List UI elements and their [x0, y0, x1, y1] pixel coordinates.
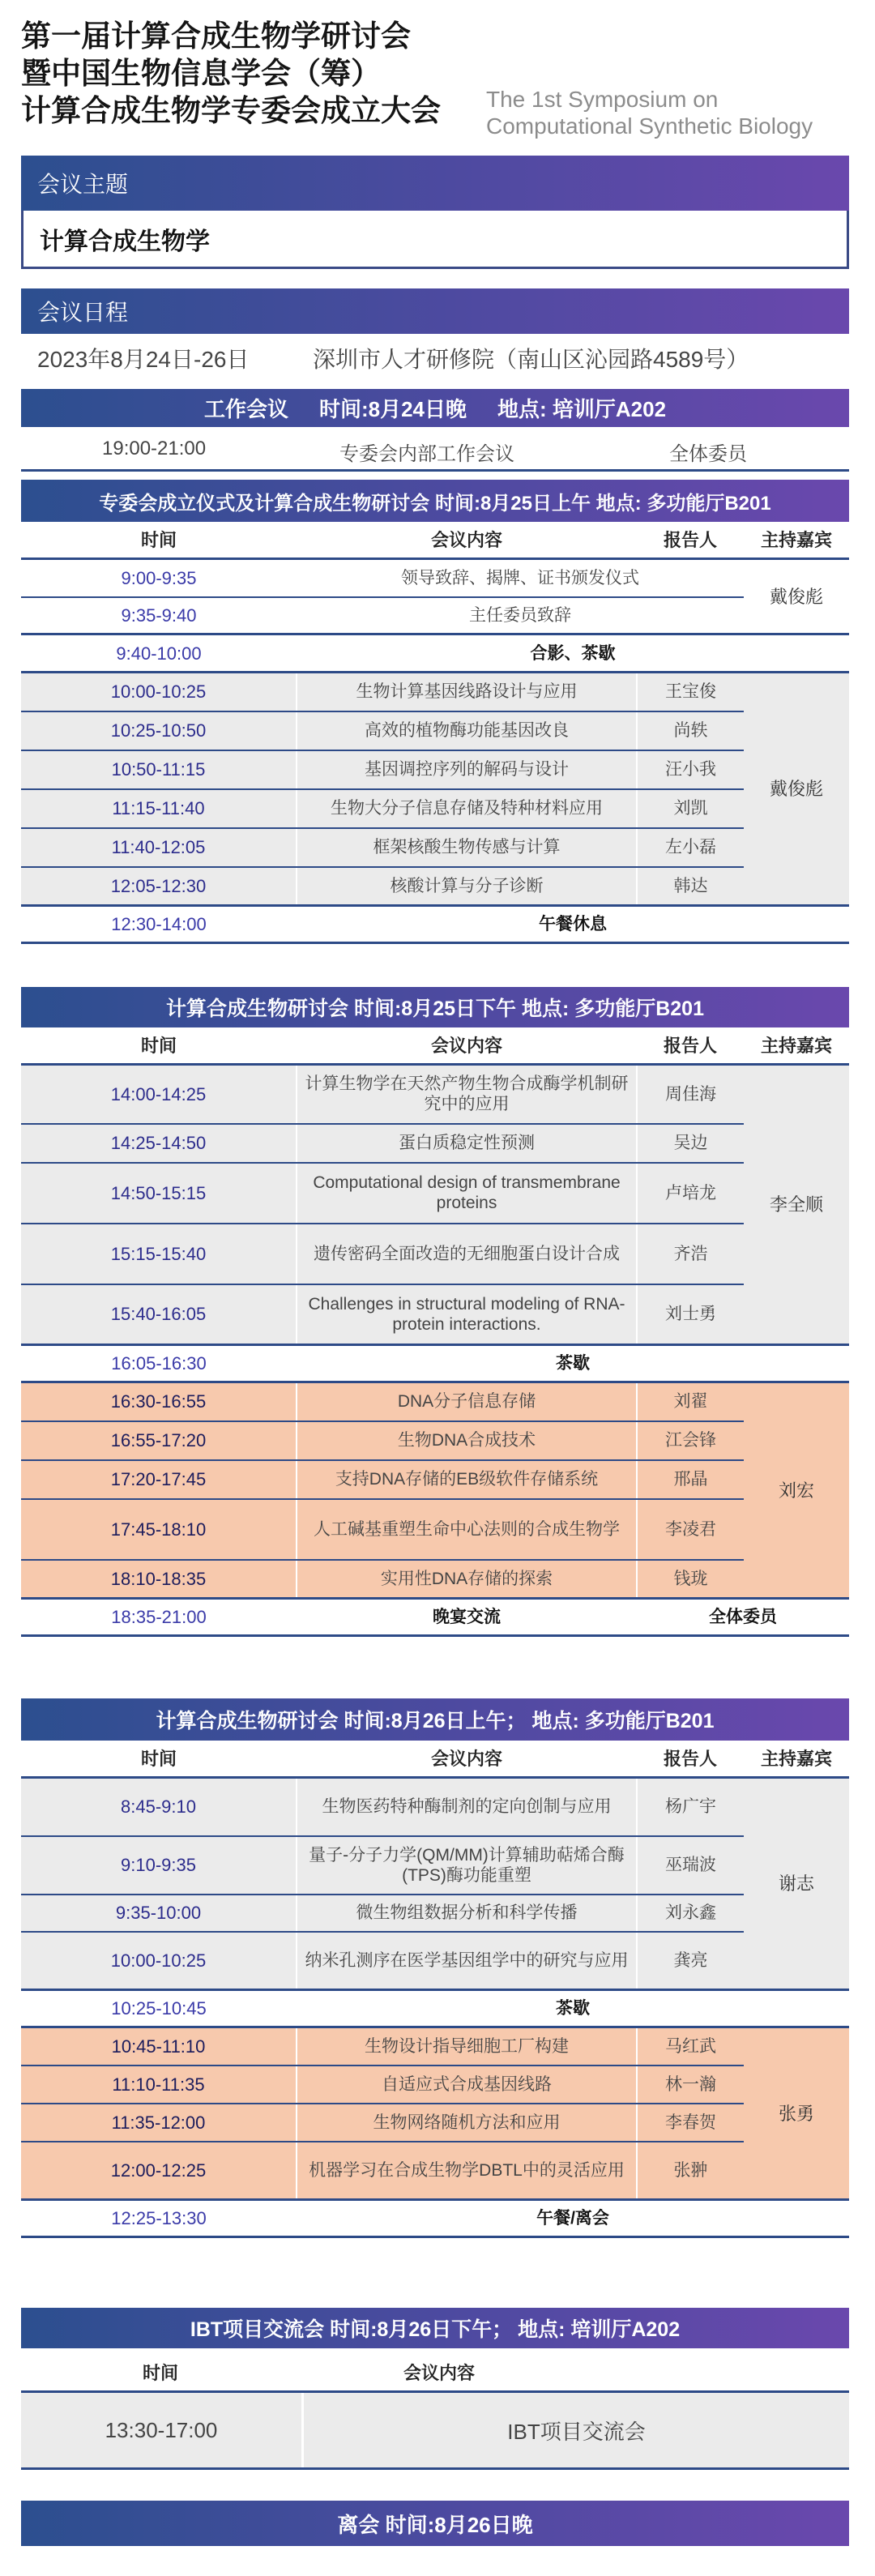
- row-topic: 纳米孔测序在医学基因组学中的研究与应用: [297, 1932, 637, 1990]
- page-header: [21, 18, 864, 147]
- row-time: 10:00-10:25: [21, 1932, 297, 1990]
- table-row: [21, 559, 849, 597]
- row-topic: 计算生物学在天然产物生物合成酶学机制研究中的应用: [297, 1065, 637, 1124]
- row-time: 10:25-10:50: [21, 711, 297, 750]
- table-row: [21, 1124, 849, 1163]
- row-time: 10:25-10:45: [21, 1990, 297, 2027]
- row-host: 张勇: [744, 2027, 849, 2200]
- event-title-en: [486, 86, 813, 139]
- row-topic: 框架核酸生物传感与计算: [297, 828, 637, 867]
- table-row: [21, 750, 849, 789]
- row-time: 11:10-11:35: [21, 2065, 297, 2104]
- col-content: 会议内容: [297, 1027, 637, 1065]
- table-row: [21, 2104, 849, 2142]
- row-host: 谢志: [744, 1778, 849, 1990]
- table-row: [21, 1560, 849, 1599]
- row-topic: 生物计算基因线路设计与应用: [297, 673, 637, 711]
- row-topic: 茶歇: [297, 1345, 849, 1382]
- row-time: 12:30-14:00: [21, 906, 297, 943]
- row-topic: 生物网络随机方法和应用: [297, 2104, 637, 2142]
- table-row: [21, 673, 849, 711]
- work-time: 19:00-21:00: [102, 438, 207, 459]
- en-line-1: The 1st Symposium on: [486, 87, 719, 112]
- table-row: [21, 597, 849, 634]
- table-row: [21, 867, 849, 906]
- row-topic: 生物DNA合成技术: [297, 1421, 637, 1460]
- row-time: 9:35-9:40: [21, 597, 297, 634]
- work-meeting-row: [21, 427, 849, 472]
- col-speaker: 报告人: [637, 1741, 744, 1778]
- table-row: [21, 1499, 849, 1560]
- col-time: 时间: [21, 1741, 297, 1778]
- table-row: [21, 828, 849, 867]
- row-time: 12:05-12:30: [21, 867, 297, 906]
- table-row: [21, 1990, 849, 2027]
- work-meeting-band: [21, 389, 849, 427]
- closing-band: [21, 2501, 849, 2546]
- table-header: [21, 1027, 849, 1065]
- session1-table: [21, 522, 849, 944]
- work-meeting-time: 时间:8月24日晚: [318, 397, 467, 421]
- row-speaker: 全体委员: [637, 1599, 849, 1636]
- row-topic: Computational design of transmembrane proteins: [297, 1163, 637, 1224]
- table-row: [21, 1065, 849, 1124]
- row-topic: 遗传密码全面改造的无细胞蛋白设计合成: [297, 1224, 637, 1284]
- table-row: [21, 1163, 849, 1224]
- row-speaker: 龚亮: [637, 1932, 744, 1990]
- table-row: [21, 1932, 849, 1990]
- ibt-col-content: 会议内容: [403, 2363, 476, 2383]
- row-topic: 微生物组数据分析和科学传播: [297, 1895, 637, 1932]
- session1-title: 专委会成立仪式及计算合成生物研讨会 时间:8月25日上午 地点: 多功能厅B201: [99, 492, 771, 515]
- row-time: 14:25-14:50: [21, 1124, 297, 1163]
- table-header: [21, 1741, 849, 1778]
- row-speaker: 刘翟: [637, 1382, 744, 1421]
- row-time: 16:30-16:55: [21, 1382, 297, 1421]
- row-topic: 生物设计指导细胞工厂构建: [297, 2027, 637, 2065]
- row-topic: 茶歇: [297, 1990, 849, 2027]
- row-time: 10:50-11:15: [21, 750, 297, 789]
- row-topic: 机器学习在合成生物学DBTL中的灵活应用: [297, 2142, 637, 2200]
- table-row: [21, 2200, 849, 2237]
- row-topic: 生物大分子信息存储及特种材料应用: [297, 789, 637, 828]
- row-speaker: 周佳海: [637, 1065, 744, 1124]
- row-speaker: 韩达: [637, 867, 744, 906]
- row-speaker: 吴边: [637, 1124, 744, 1163]
- row-time: 18:35-21:00: [21, 1599, 297, 1636]
- row-time: 11:35-12:00: [21, 2104, 297, 2142]
- title-line-1: 第一届计算合成生物学研讨会: [21, 19, 411, 53]
- table-row: [21, 711, 849, 750]
- ibt-band: [21, 2308, 849, 2348]
- row-topic: 人工碱基重塑生命中心法则的合成生物学: [297, 1499, 637, 1560]
- session3-table: [21, 1741, 849, 2238]
- ibt-title: IBT项目交流会 时间:8月26日下午； 地点: 培训厅A202: [190, 2318, 681, 2341]
- row-speaker: 巫瑞波: [637, 1836, 744, 1895]
- row-topic: 主任委员致辞: [297, 597, 744, 634]
- table-row: [21, 634, 849, 673]
- col-content: 会议内容: [297, 522, 637, 559]
- table-row: [21, 2065, 849, 2104]
- session3-band: [21, 1698, 849, 1741]
- title-line-3: 计算合成生物学专委会成立大会: [21, 94, 441, 127]
- work-meeting-title: 工作会议: [203, 397, 288, 421]
- col-time: 时间: [21, 522, 297, 559]
- ibt-col-time: 时间: [143, 2363, 179, 2383]
- row-time: 12:25-13:30: [21, 2200, 297, 2237]
- col-speaker: 报告人: [637, 522, 744, 559]
- session2-title: 计算合成生物研讨会 时间:8月25日下午 地点: 多功能厅B201: [166, 998, 704, 1020]
- theme-label: 会议主题: [37, 172, 129, 197]
- session2-band: [21, 987, 849, 1027]
- work-meeting-place: 地点: 培训厅A202: [497, 397, 667, 421]
- table-row: [21, 1836, 849, 1895]
- theme-band: [21, 156, 849, 211]
- closing-title: 离会 时间:8月26日晚: [337, 2512, 533, 2537]
- table-row: [21, 1895, 849, 1932]
- en-line-2: Computational Synthetic Biology: [486, 113, 813, 139]
- col-host: 主持嘉宾: [744, 1741, 849, 1778]
- col-time: 时间: [21, 1027, 297, 1065]
- table-row: [21, 2393, 849, 2470]
- row-topic: 高效的植物酶功能基因改良: [297, 711, 637, 750]
- table-row: [21, 1284, 849, 1345]
- col-host: 主持嘉宾: [744, 522, 849, 559]
- work-who: 全体委员: [669, 443, 747, 465]
- table-header: [21, 2348, 849, 2393]
- row-topic: 量子-分子力学(QM/MM)计算辅助萜烯合酶(TPS)酶功能重塑: [297, 1836, 637, 1895]
- schedule-label: 会议日程: [37, 300, 129, 325]
- row-topic: 实用性DNA存储的探索: [297, 1560, 637, 1599]
- table-row: [21, 2142, 849, 2200]
- table-row: [21, 1382, 849, 1421]
- row-time: 15:15-15:40: [21, 1224, 297, 1284]
- row-time: 16:05-16:30: [21, 1345, 297, 1382]
- row-host: 戴俊彪: [744, 559, 849, 634]
- table-row: [21, 1460, 849, 1499]
- row-host: 戴俊彪: [744, 673, 849, 906]
- row-speaker: 尚轶: [637, 711, 744, 750]
- row-topic: 午餐/离会: [297, 2200, 849, 2237]
- row-speaker: 杨广宇: [637, 1778, 744, 1836]
- table-row: [21, 906, 849, 943]
- table-row: [21, 1421, 849, 1460]
- row-speaker: 刘凯: [637, 789, 744, 828]
- row-speaker: 卢培龙: [637, 1163, 744, 1224]
- row-time: 11:40-12:05: [21, 828, 297, 867]
- row-topic: 领导致辞、揭牌、证书颁发仪式: [297, 559, 744, 597]
- row-speaker: 王宝俊: [637, 673, 744, 711]
- row-speaker: 汪小我: [637, 750, 744, 789]
- title-line-2: 暨中国生物信息学会（筹）: [21, 57, 381, 90]
- row-speaker: 李凌君: [637, 1499, 744, 1560]
- row-speaker: 张翀: [637, 2142, 744, 2200]
- row-speaker: 齐浩: [637, 1224, 744, 1284]
- row-topic: 蛋白质稳定性预测: [297, 1124, 637, 1163]
- table-row: [21, 789, 849, 828]
- row-topic: Challenges in structural modeling of RNA-protein interactions.: [297, 1284, 637, 1345]
- row-speaker: 刘士勇: [637, 1284, 744, 1345]
- table-row: [21, 1599, 849, 1636]
- theme-value: 计算合成生物学: [21, 211, 849, 269]
- row-time: 14:00-14:25: [21, 1065, 297, 1124]
- row-topic: 晚宴交流: [297, 1599, 637, 1636]
- row-speaker: 林一瀚: [637, 2065, 744, 2104]
- table-header: [21, 522, 849, 559]
- row-time: 9:40-10:00: [21, 634, 297, 673]
- table-row: [21, 2027, 849, 2065]
- row-topic: 自适应式合成基因线路: [297, 2065, 637, 2104]
- table-row: [21, 1224, 849, 1284]
- row-time: 9:10-9:35: [21, 1836, 297, 1895]
- row-time: 17:45-18:10: [21, 1499, 297, 1560]
- col-host: 主持嘉宾: [744, 1027, 849, 1065]
- schedule-place: 深圳市人才研修院（南山区沁园路4589号）: [313, 347, 749, 372]
- row-speaker: 李春贺: [637, 2104, 744, 2142]
- row-speaker: 左小磊: [637, 828, 744, 867]
- row-speaker: 邢晶: [637, 1460, 744, 1499]
- ibt-table: [21, 2348, 849, 2470]
- schedule-info: [21, 334, 849, 382]
- table-row: [21, 1778, 849, 1836]
- row-topic: 支持DNA存储的EB级软件存储系统: [297, 1460, 637, 1499]
- row-time: 14:50-15:15: [21, 1163, 297, 1224]
- row-time: 18:10-18:35: [21, 1560, 297, 1599]
- row-time: 9:00-9:35: [21, 559, 297, 597]
- table-row: [21, 1345, 849, 1382]
- row-time: 12:00-12:25: [21, 2142, 297, 2200]
- row-topic: 合影、茶歇: [297, 634, 849, 673]
- row-time: 8:45-9:10: [21, 1778, 297, 1836]
- row-time: 9:35-10:00: [21, 1895, 297, 1932]
- col-content: 会议内容: [297, 1741, 637, 1778]
- row-topic: 午餐休息: [297, 906, 849, 943]
- row-time: 17:20-17:45: [21, 1460, 297, 1499]
- row-topic: 生物医药特种酶制剂的定向创制与应用: [297, 1778, 637, 1836]
- row-host: 刘宏: [744, 1382, 849, 1599]
- ibt-time: 13:30-17:00: [21, 2393, 304, 2467]
- ibt-content: IBT项目交流会: [507, 2419, 646, 2444]
- schedule-band: [21, 288, 849, 334]
- row-topic: 核酸计算与分子诊断: [297, 867, 637, 906]
- col-speaker: 报告人: [637, 1027, 744, 1065]
- session2-table: [21, 1027, 849, 1637]
- row-speaker: 马红武: [637, 2027, 744, 2065]
- row-topic: 基因调控序列的解码与设计: [297, 750, 637, 789]
- row-time: 15:40-16:05: [21, 1284, 297, 1345]
- row-speaker: 刘永鑫: [637, 1895, 744, 1932]
- row-speaker: 钱珑: [637, 1560, 744, 1599]
- row-topic: DNA分子信息存储: [297, 1382, 637, 1421]
- row-host: 李全顺: [744, 1065, 849, 1345]
- schedule-dates: 2023年8月24日-26日: [37, 347, 250, 372]
- row-speaker: 江会锋: [637, 1421, 744, 1460]
- row-time: 16:55-17:20: [21, 1421, 297, 1460]
- row-time: 10:45-11:10: [21, 2027, 297, 2065]
- session3-title: 计算合成生物研讨会 时间:8月26日上午； 地点: 多功能厅B201: [156, 1710, 715, 1732]
- session1-band: [21, 480, 849, 522]
- work-content: 专委会内部工作会议: [339, 443, 514, 465]
- row-time: 11:15-11:40: [21, 789, 297, 828]
- row-time: 10:00-10:25: [21, 673, 297, 711]
